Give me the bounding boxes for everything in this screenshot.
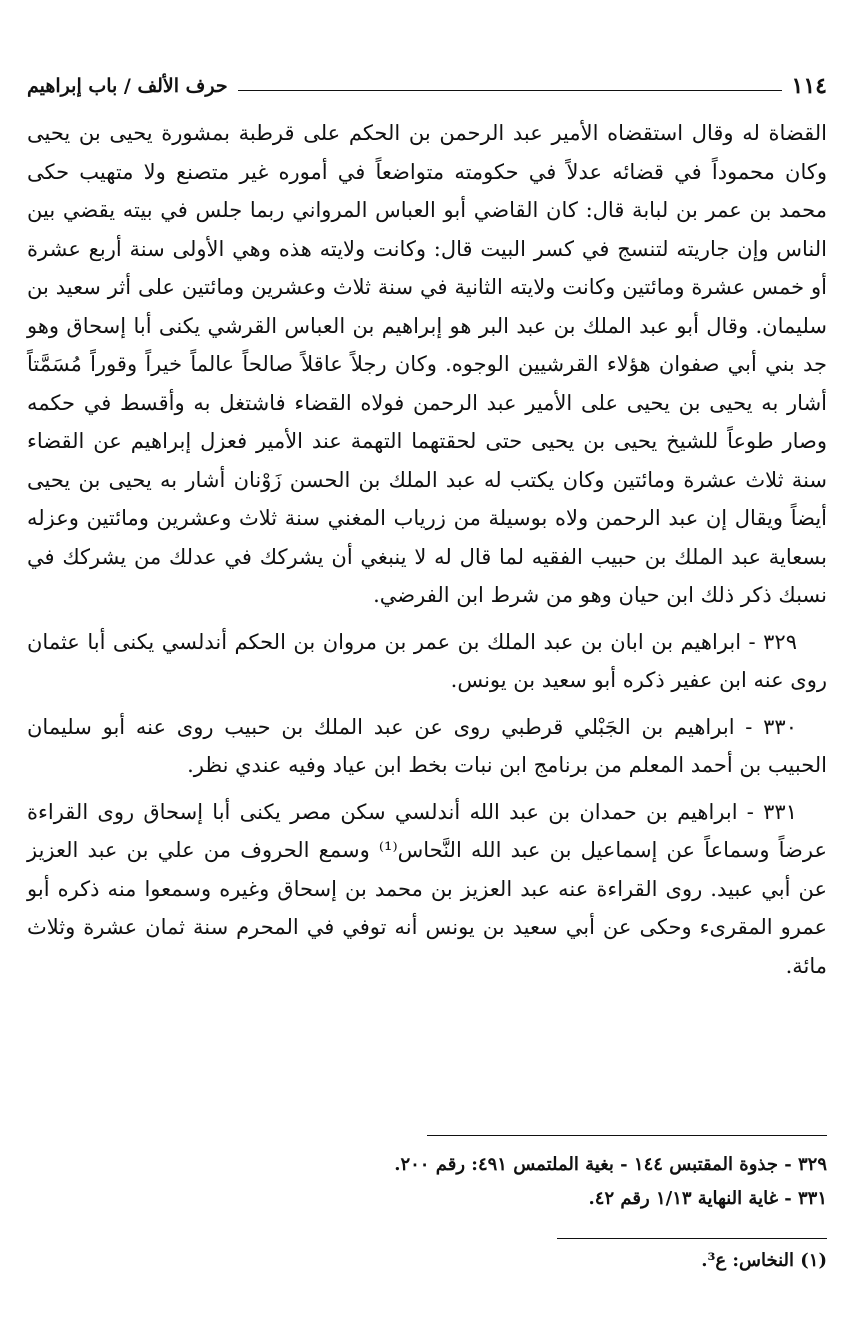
reference-331: ٣٣١ - غاية النهاية ١/١٣ رقم ٤٢. (588, 1188, 827, 1209)
reference-329: ٣٢٩ - جذوة المقتبس ١٤٤ - بغية الملتمس ٤٩١: رقم ٢٠٠. (394, 1154, 827, 1175)
entry-329: ٣٢٩ - ابراهيم بن ابان بن عبد الملك بن عمر بن مروان بن الحكم أندلسي يكنى أبا عثمان روى عنه ابن عفير ذكره أبو سعيد بن يونس. (27, 629, 827, 692)
footnotes-rule (557, 1238, 827, 1239)
footnotes (27, 1244, 827, 1278)
entry-330: ٣٣٠ - ابراهيم بن الجَبْلي قرطبي روى عن عبد الملك بن حبيب روى عنه أبو سليمان الحبيب بن أحمد المعلم من برنامج ابن نبات بخط ابن عياد وفيه عندي نظر. (27, 714, 827, 777)
footnote-1: (١) النخاس: ع³. (701, 1250, 827, 1271)
running-head (27, 66, 827, 106)
paragraph-continued: القضاة له وقال استقضاه الأمير عبد الرحمن بن الحكم على قرطبة بمشورة يحيى بن يحيى وكان محموداً في قضائه عدلاً في حكومته متواضعاً في أموره غير متصنع ولا متهيب حكى محمد بن عمر بن لبابة قال: كان القاضي أبو العباس المرواني ربما جلس في بيته يقضي بين الناس وإن جاريته لتنسج في كسر البيت قال: وكانت ولايته هذه وهي الأولى سنة أربع عشرة أو خمس عشرة ومائتين وكانت ولايته الثانية في سنة ثلاث وعشرين ومائتين على أثر سعيد بن سليمان. وقال أبو عبد الملك بن عبد البر هو إبراهيم بن العباس القرشي يكنى أبا إسحاق وهو جد بني أبي صفوان هؤلاء القرشيين الوجوه. وكان رجلاً عاقلاً صالحاً عالماً خيراً وقوراً مُسَمَّتاً أشار به يحيى بن يحيى على الأمير عبد الرحمن فولاه القضاء فاشتغل به وأقسط في حكمه وصار طوعاً للشيخ يحيى بن يحيى حتى لحقتهما التهمة عند الأمير فعزل إبراهيم عن القضاء سنة ثلاث عشرة ومائتين وكان يكتب له عبد الملك بن الحسن زَوْنان أشار به يحيى بن يحيى أيضاً ويقال إن عبد الرحمن ولاه بوسيلة من زرياب المغني سنة ثلاث وعشرين ومائتين وعزله بسعاية عبد الملك بن حبيب الفقيه لما قال له لا ينبغي أن يشركك في عدلك من يشركك في نسبك ذكر ذلك ابن حيان وهو من شرط ابن الفرضي. (27, 121, 827, 607)
main-text (27, 114, 827, 993)
entry-331: ٣٣١ - ابراهيم بن حمدان بن عبد الله أندلسي سكن مصر يكنى أبا إسحاق روى القراءة عرضاً وسماعاً عن إسماعيل بن عبد الله النَّحاس⁽¹⁾ وسمع الحروف من علي بن عبد العزيز عن أبي عبيد. روى القراءة عنه عبد العزيز بن محمد بن إسحاق وغيره وسمعوا منه ذكره أبو عمرو المقرىء وحكى عن أبي سعيد بن يونس أنه توفي في المحرم سنة ثمان عشرة وثلاث مائة. (27, 799, 827, 978)
page-number: ١١٤ (791, 73, 827, 99)
references-rule (427, 1135, 827, 1136)
chapter-title: حرف الألف / باب إبراهيم (27, 75, 228, 97)
header-rule (238, 90, 782, 91)
references (27, 1148, 827, 1216)
